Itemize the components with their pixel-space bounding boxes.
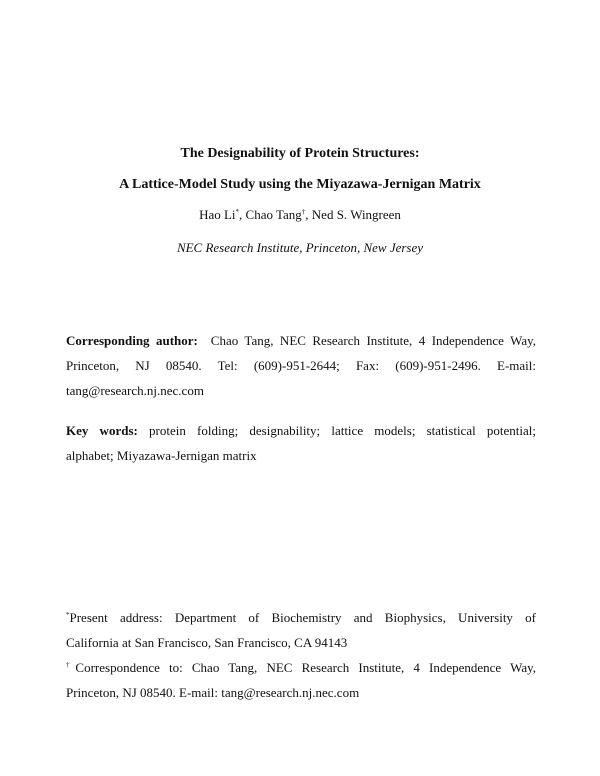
- footnote-mark: †: [66, 661, 76, 669]
- corresponding-author-label: Corresponding author:: [66, 333, 198, 348]
- footnote-present-line-1: [66, 605, 536, 630]
- keywords-line-1: [66, 418, 536, 443]
- paper-title-line-2: A Lattice-Model Study using the Miyazawa-Jernigan Matrix: [119, 177, 481, 192]
- keywords-label: Key words:: [66, 423, 138, 438]
- author-name: Chao Tang: [245, 207, 302, 222]
- corresponding-text-1: Chao Tang, NEC Research Institute, 4 Independence Way,: [210, 333, 536, 348]
- corresponding-author-section: [66, 328, 536, 403]
- footnote-correspondence-text-1: Correspondence to: Chao Tang, NEC Research Institute, 4 Independence Way,: [75, 660, 537, 675]
- corresponding-email: tang@research.nj.nec.com: [66, 383, 204, 398]
- paper-title-line-1: The Designability of Protein Structures:: [180, 146, 420, 161]
- author-list: [0, 206, 600, 223]
- corresponding-line-2: Princeton, NJ 08540. Tel: (609)-951-2644; Fax: (609)-951-2496. E-mail:: [66, 358, 536, 373]
- author-separator: ,: [239, 207, 246, 222]
- author-footnote-mark: †: [301, 208, 306, 216]
- author-separator: ,: [305, 207, 312, 222]
- keywords-line-2: alphabet; Miyazawa-Jernigan matrix: [66, 448, 257, 463]
- footnote-present-line-2: California at San Francisco, San Francisco, CA 94143: [66, 635, 348, 650]
- author-name: Ned S. Wingreen: [311, 207, 401, 222]
- author-name: Hao Li: [199, 207, 236, 222]
- affiliation: NEC Research Institute, Princeton, New Jersey: [176, 240, 424, 255]
- keywords-text-1: protein folding; designability; lattice models; statistical potential;: [149, 423, 536, 438]
- corresponding-line-1: [66, 328, 536, 353]
- footnote-correspondence-line-2: Princeton, NJ 08540. E-mail: tang@research.nj.nec.com: [66, 685, 360, 700]
- author-footnote-mark: *: [235, 208, 240, 216]
- footnote-mark: *: [66, 611, 70, 619]
- footnote-correspondence-line-1: [66, 655, 536, 680]
- footnote-present-text-1: Present address: Department of Biochemistry and Biophysics, University of: [69, 610, 536, 625]
- footnotes-section: [66, 605, 536, 705]
- keywords-section: [66, 418, 536, 468]
